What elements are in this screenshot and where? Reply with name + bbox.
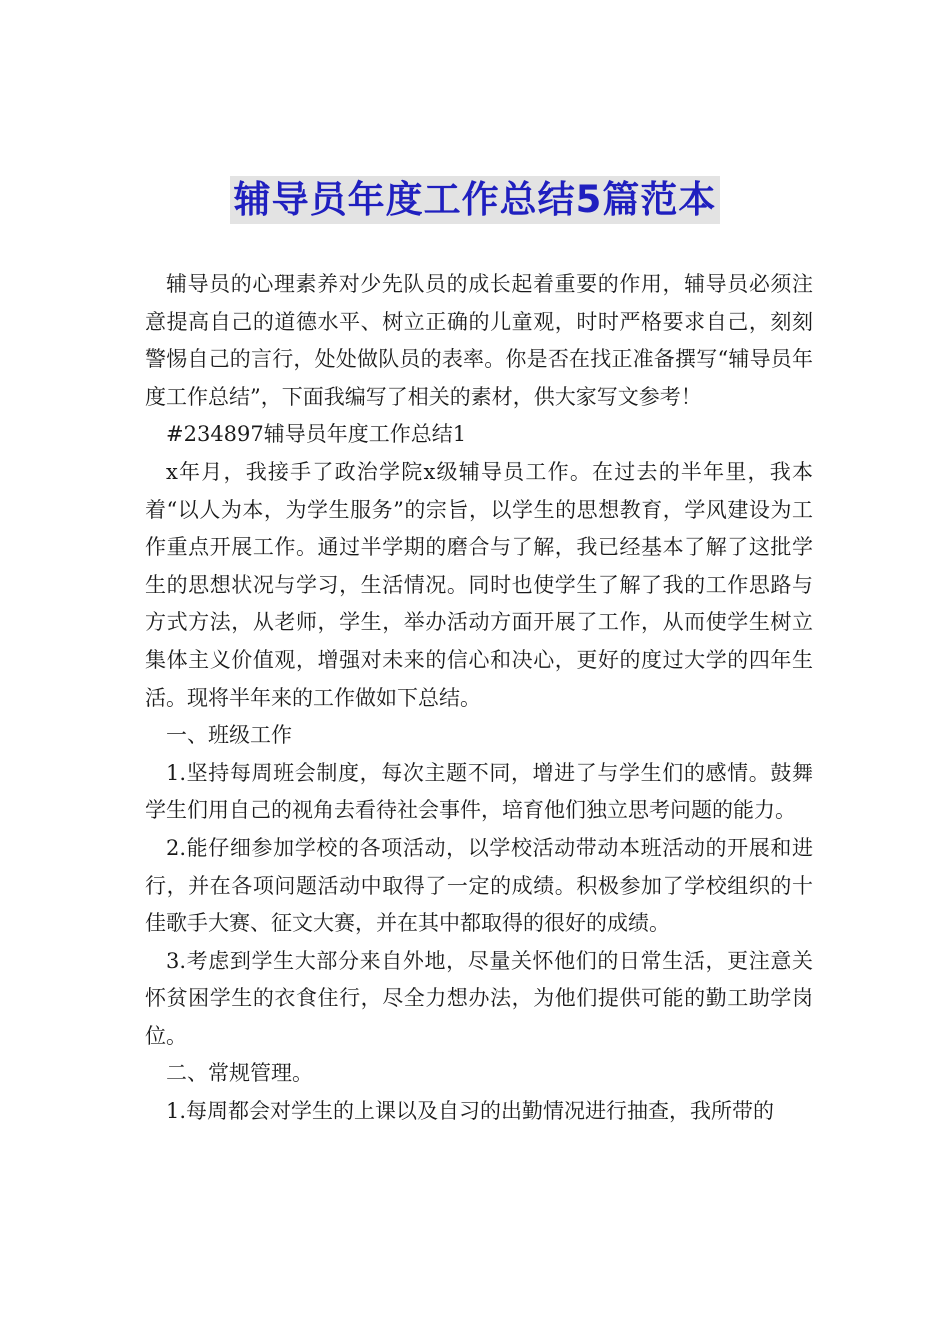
section-heading-class-work: 一、班级工作 <box>166 723 292 748</box>
section-heading-routine-management: 二、常规管理。 <box>166 1061 313 1086</box>
paragraph-overview: x年月，我接手了政治学院x级辅导员工作。在过去的半年里，我本着“以人为本，为学生服务”的宗旨，以学生的思想教育，学风建设为工作重点开展工作。通过半学期的磨合与了解，我已经基本了解了这批学生的思想状况与学习，生活情况。同时也使学生了解了我的工作思路与方式方法，从老师，学生，举办活动方面开展了工作，从而使学生树立集体主义价值观，增强对未来的信心和决心，更好的度过大学的四年生活。现将半年来的工作做如下总结。 <box>145 459 813 710</box>
list-item-3: 3.考虑到学生大部分来自外地，尽量关怀他们的日常生活，更注意关怀贫困学生的衣食住行，尽全力想办法，为他们提供可能的勤工助学岗位。 <box>145 948 813 1048</box>
document-title: 辅导员年度工作总结5篇范本 <box>230 176 721 224</box>
title-area <box>0 176 950 224</box>
list-item-1: 1.坚持每周班会制度，每次主题不同，增进了与学生们的感情。鼓舞学生们用自己的视角去看待社会事件，培育他们独立思考问题的能力。 <box>145 760 813 823</box>
list-item-2: 2.能仔细参加学校的各项活动，以学校活动带动本班活动的开展和进行，并在各项问题活动中取得了一定的成绩。积极参加了学校组织的十佳歌手大赛、征文大赛，并在其中都取得的很好的成绩。 <box>145 835 813 936</box>
document-body <box>145 266 813 1131</box>
paragraph-intro: 辅导员的心理素养对少先队员的成长起着重要的作用，辅导员必须注意提高自己的道德水平、树立正确的儿童观，时时严格要求自己，刻刻警惕自己的言行，处处做队员的表率。你是否在找正准备撰写“辅导员年度工作总结”，下面我编写了相关的素材，供大家写文参考！ <box>145 272 813 409</box>
paragraph-subtitle: #234897辅导员年度工作总结1 <box>166 422 467 447</box>
list-item-routine-1: 1.每周都会对学生的上课以及自习的出勤情况进行抽查，我所带的 <box>166 1099 775 1124</box>
